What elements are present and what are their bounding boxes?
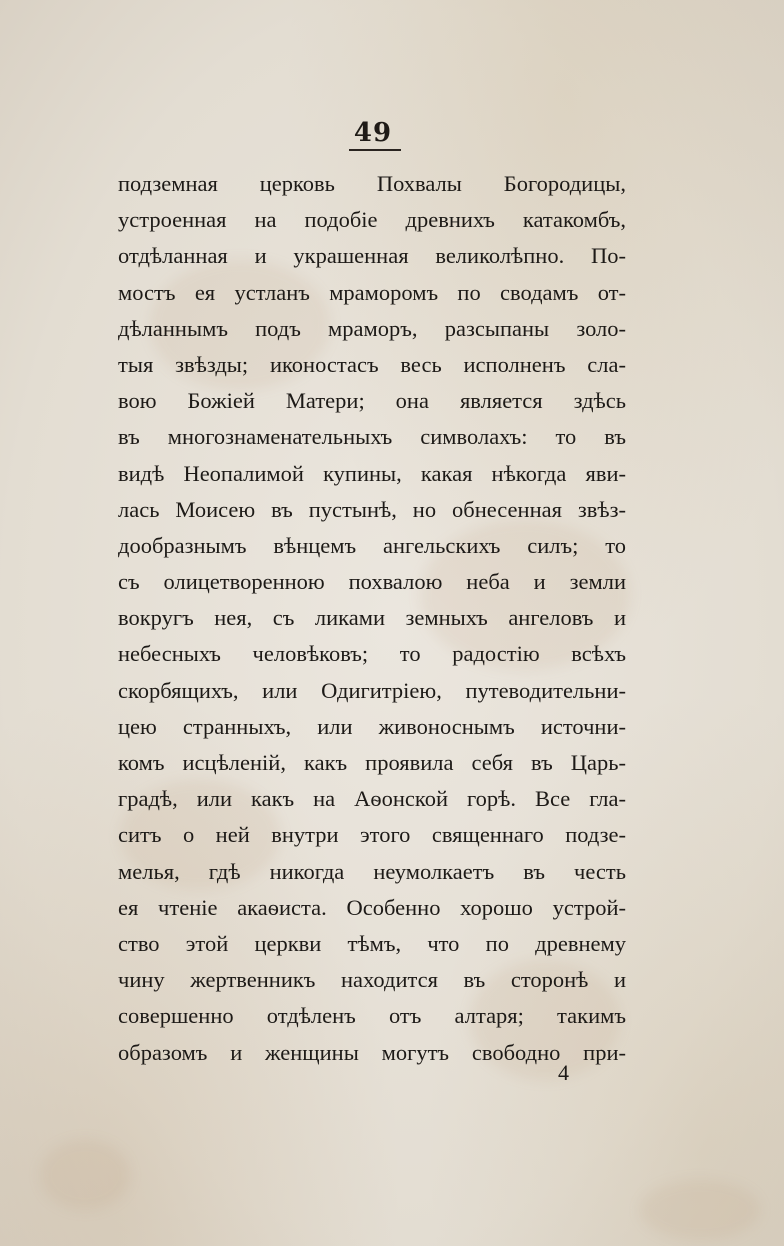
text-line: скорбящихъ, или Одигитріею, путеводительни-	[118, 677, 626, 703]
text-line: вою Божіей Матери; она является здѣсь	[118, 388, 626, 414]
text-line: образомъ и женщины могутъ свободно при-	[118, 1039, 626, 1065]
page-number: 49	[353, 118, 393, 148]
body-text	[118, 166, 626, 1071]
text-line: видѣ Неопалимой купины, какая нѣкогда яви-	[118, 460, 626, 486]
text-line: мостъ ея устланъ мраморомъ по сводамъ от-	[118, 279, 626, 305]
text-line: мелья, гдѣ никогда неумолкаетъ въ честь	[118, 858, 626, 884]
text-line: цею странныхъ, или живоноснымъ источни-	[118, 713, 626, 739]
text-line: подземная церковь Похвалы Богородицы,	[118, 171, 626, 196]
text-line: дообразнымъ вѣнцемъ ангельскихъ силъ; то	[118, 532, 626, 558]
text-line: ея чтеніе акаѳиста. Особенно хорошо устрой-	[118, 894, 626, 920]
signature-mark: 4	[558, 1060, 569, 1085]
text-line: комъ исцѣленій, какъ проявила себя въ Царь-	[118, 750, 626, 775]
text-line: устроенная на подобіе древнихъ катакомбъ,	[118, 207, 626, 233]
text-line: дѣланнымъ подъ мраморъ, разсыпаны золо-	[118, 315, 626, 341]
text-line: ство этой церкви тѣмъ, что по древнему	[118, 930, 626, 956]
page-number-rule	[349, 149, 401, 151]
text-line: градѣ, или какъ на Аѳонской горѣ. Все гла-	[118, 786, 626, 812]
text-line: съ олицетворенною похвалою неба и земли	[118, 569, 626, 595]
text-line: вокругъ нея, съ ликами земныхъ ангеловъ и	[118, 605, 626, 631]
text-line: въ многознаменательныхъ символахъ: то въ	[118, 424, 626, 450]
text-line: совершенно отдѣленъ отъ алтаря; такимъ	[118, 1003, 626, 1029]
text-line: лась Моисею въ пустынѣ, но обнесенная звѣз-	[118, 496, 626, 522]
text-line: тыя звѣзды; иконостасъ весь исполненъ сла-	[118, 351, 626, 377]
paper-stain	[640, 1180, 760, 1240]
text-line: чину жертвенникъ находится въ сторонѣ и	[118, 967, 626, 993]
text-line: отдѣланная и украшенная великолѣпно. По-	[118, 243, 626, 269]
paper-stain	[40, 1140, 130, 1210]
text-line: ситъ о ней внутри этого священнаго подзе-	[118, 822, 626, 848]
text-line: небесныхъ человѣковъ; то радостію всѣхъ	[118, 641, 626, 667]
